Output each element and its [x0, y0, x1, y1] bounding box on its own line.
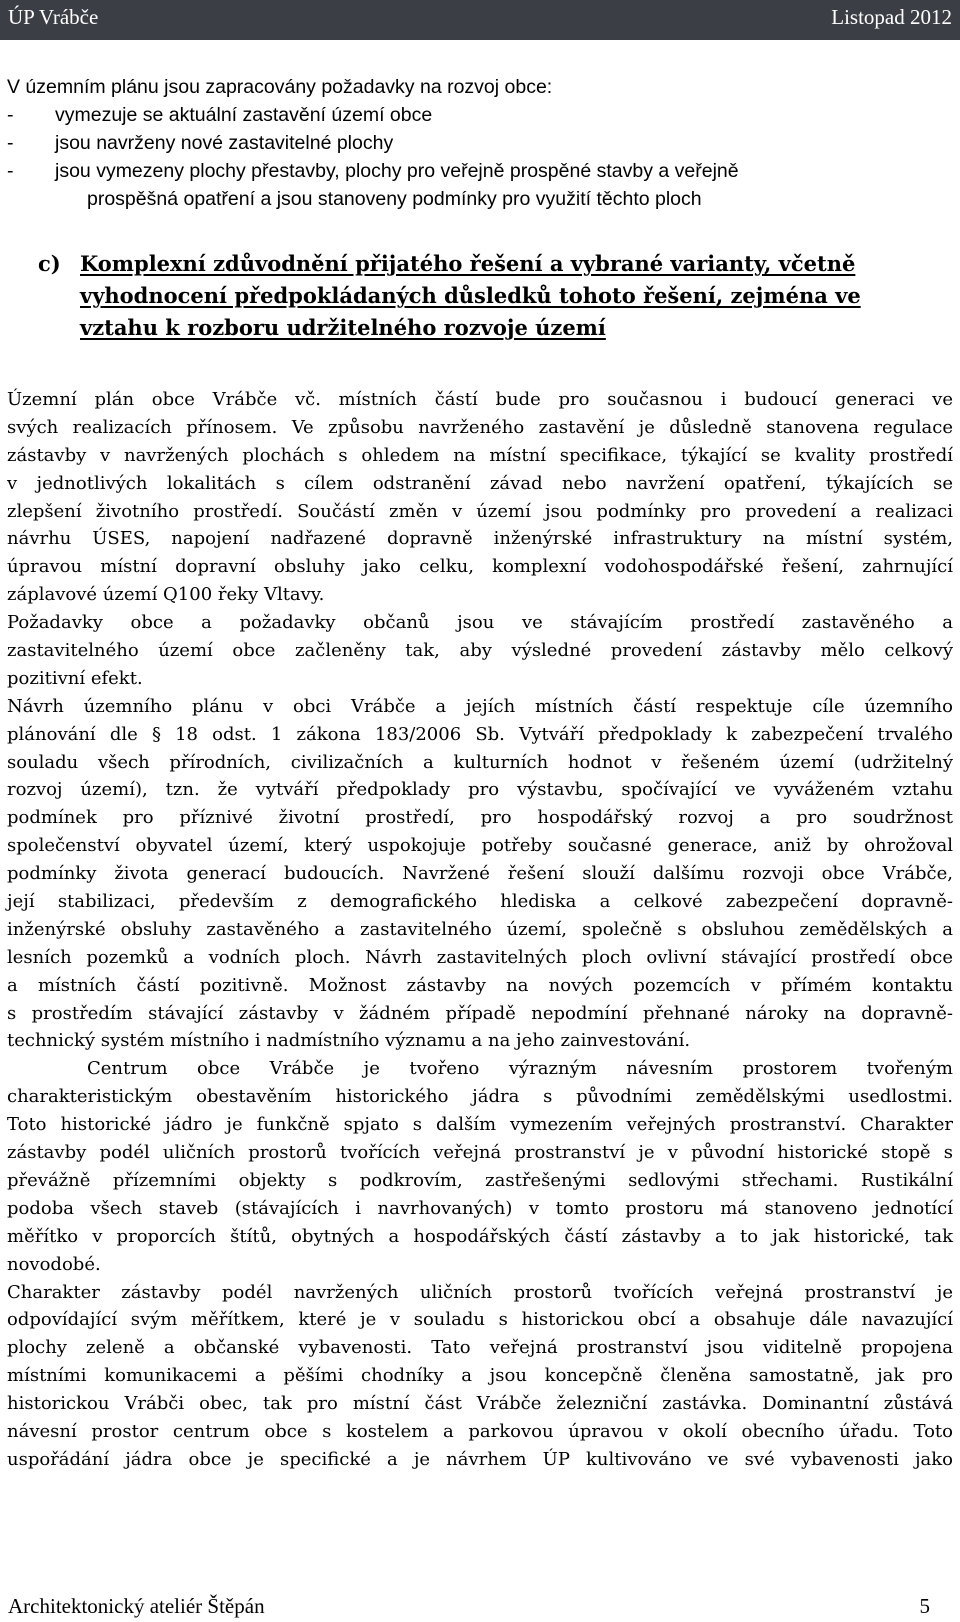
list-item: - vymezuje se aktuální zastavění území obce	[7, 104, 433, 126]
body-line: souladu všech přírodních, civilizačních a kulturních hodnot v řešeném území (udržitelný	[7, 751, 953, 773]
body-line: a místních částí pozitivně. Možnost zástavby na nových pozemcích v přímém kontaktu	[7, 974, 953, 996]
footer-author: Architektonický ateliér Štěpán	[8, 1594, 265, 1618]
body-line: záplavové území Q100 řeky Vltavy.	[7, 584, 325, 606]
body-text	[7, 386, 953, 1474]
body-line: v jednotlivých lokalitách s cílem odstranění závad nebo navržení opatření, týkajících se	[7, 472, 953, 494]
body-line: úpravou místní dopravní obsluhy jako celku, komplexní vodohospodářské řešení, zahrnující	[7, 556, 953, 578]
body-line: místními komunikacemi a pěšími chodníky a jsou koncepčně členěna samostatně, jak pro	[7, 1365, 953, 1387]
body-line: Návrh územního plánu v obci Vrábče a jejích místních částí respektuje cíle územního	[7, 695, 953, 717]
list-item: - jsou vymezeny plochy přestavby, plochy pro veřejně prospěné stavby a veřejně	[7, 160, 739, 182]
section-title-line: vyhodnocení předpokládaných důsledků tohoto řešení, zejména ve	[80, 283, 861, 308]
body-line: měřítko v proporcích štítů, obytných a hospodářských částí zástavby a to jak historické, tak	[7, 1225, 953, 1247]
body-line: její stabilizaci, především z demografického hlediska a celkové zabezpečení dopravně-	[7, 891, 953, 913]
body-line: inženýrské obsluhy zastavěného a zastavitelného území, společně s obsluhou zemědělských a	[7, 918, 953, 940]
body-line: Charakter zástavby podél navržených uličních prostorů tvořících veřejná prostranství je	[7, 1281, 953, 1303]
body-line: historickou Vrábči obec, tak pro místní část Vrábče železniční zastávka. Dominantní zůstává	[7, 1393, 953, 1415]
page-number: 5	[919, 1594, 930, 1618]
body-line: charakteristickým obestavěním historického jádra s původními zemědělskými usedlostmi.	[7, 1086, 953, 1108]
body-line: Toto historické jádro je funkčně spjato s dalším vymezením veřejných prostranství. Charakter	[7, 1114, 953, 1136]
page-header	[0, 0, 960, 40]
page-footer	[0, 1590, 960, 1622]
body-line: Centrum obce Vrábče je tvořeno výrazným návesním prostorem tvořeným	[87, 1058, 953, 1080]
section-heading	[38, 248, 861, 344]
body-line: Územní plán obce Vrábče vč. místních částí bude pro současnou i budoucí generaci ve	[7, 389, 953, 410]
body-line: Požadavky obce a požadavky občanů jsou ve stávajícím prostředí zastavěného a	[7, 612, 953, 634]
body-line: zástavby v navržených plochách s ohledem na místní specifikace, týkající se kvality prostředí	[7, 444, 953, 466]
body-line: návesní prostor centrum obce s kostelem a parkovou úpravou v okolí obecního úřadu. Toto	[7, 1420, 953, 1442]
body-line: plochy zeleně a občanské vybavenosti. Tato veřejná prostranství jsou viditelně propojena	[7, 1337, 953, 1359]
list-item-continuation: prospěšná opatření a jsou stanoveny podmínky pro využití těchto ploch	[87, 188, 702, 210]
body-line: podmínek pro příznivé životní prostředí, pro hospodářský rozvoj a pro soudržnost	[7, 807, 953, 829]
header-date: Listopad 2012	[831, 5, 952, 29]
body-line: podmínky života generací budoucích. Navržené řešení slouží dalšímu rozvoji obce Vrábče,	[7, 863, 953, 885]
intro-lead: V územním plánu jsou zapracovány požadavky na rozvoj obce:	[7, 76, 553, 98]
body-line: podoba všech staveb (stávajících i navrhovaných) v tomto prostoru má stanoveno jednotící	[7, 1197, 953, 1219]
body-line: zastavitelného území obce začleněny tak, aby výsledné provedení zástavby mělo celkový	[7, 640, 953, 662]
list-item: - jsou navrženy nové zastavitelné plochy	[7, 132, 394, 154]
body-line: zástavby podél uličních prostorů tvořících veřejná prostranství je v původní historické stopě s	[7, 1142, 953, 1164]
body-line: pozitivní efekt.	[7, 667, 143, 689]
header-title: ÚP Vrábče	[8, 5, 99, 29]
body-line: zlepšení životního prostředí. Součástí změn v území jsou podmínky pro provedení a realizaci	[7, 500, 953, 522]
section-marker: c)	[38, 251, 61, 276]
body-line: rozvoj území), tzn. že vytváří předpoklady pro výstavbu, spočívající ve vyváženém vztahu	[7, 779, 953, 801]
body-line: návrhu ÚSES, napojení nadřazené dopravně inženýrské infrastruktury na místní systém,	[7, 528, 953, 550]
body-line: novodobé.	[7, 1253, 101, 1275]
body-line: svých realizacích přínosem. Ve způsobu navrženého zastavění je důsledně stanovena regulace	[7, 416, 953, 438]
intro-block	[7, 73, 947, 213]
body-line: převážně přízemními objekty s podkrovím, zastřešenými sedlovými střechami. Rustikální	[7, 1169, 953, 1191]
body-line: odpovídající svým měřítkem, které je v souladu s historickou obcí a obsahuje dále navazující	[7, 1309, 953, 1331]
body-line: lesních pozemků a vodních ploch. Návrh zastavitelných ploch ovlivní stávající prostředí obce	[7, 946, 953, 968]
body-line: s prostředím stávající zástavby v žádném případě nepodmíní přehnané nároky na dopravně-	[7, 1002, 953, 1024]
section-title-line: Komplexní zdůvodnění přijatého řešení a vybrané varianty, včetně	[80, 251, 856, 276]
body-line: plánování dle § 18 odst. 1 zákona 183/2006 Sb. Vytváří předpoklady k zabezpečení trvalého	[7, 723, 953, 745]
section-title-line: vztahu k rozboru udržitelného rozvoje území	[80, 315, 606, 340]
body-line: uspořádání jádra obce je specifické a je návrhem ÚP kultivováno ve své vybavenosti jako	[7, 1448, 953, 1470]
body-line: technický systém místního i nadmístního významu a na jeho zainvestování.	[7, 1030, 691, 1052]
body-line: společenství obyvatel území, který uspokojuje potřeby současné generace, aniž by ohrožoval	[7, 835, 953, 857]
